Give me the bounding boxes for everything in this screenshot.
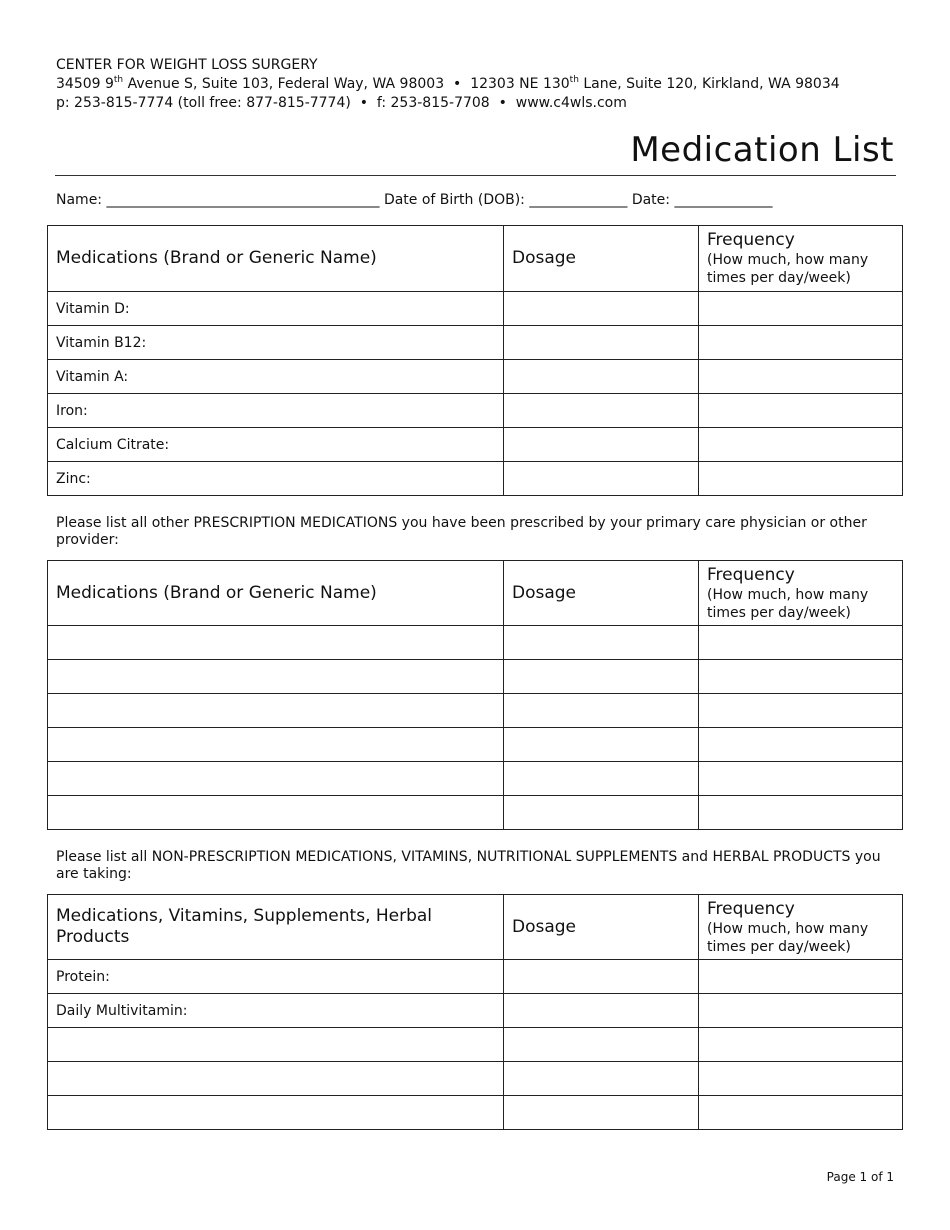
dosage-cell[interactable] <box>504 394 699 428</box>
med-cell[interactable] <box>48 1028 504 1062</box>
dosage-cell[interactable] <box>504 626 699 660</box>
bullet: • <box>453 76 462 92</box>
table-row <box>48 1028 903 1062</box>
med-cell[interactable]: Calcium Citrate: <box>48 428 504 462</box>
dosage-cell[interactable] <box>504 292 699 326</box>
frequency-cell[interactable] <box>699 960 903 994</box>
dosage-cell[interactable] <box>504 660 699 694</box>
header-frequency <box>699 226 903 292</box>
dosage-cell[interactable] <box>504 796 699 830</box>
table-row <box>48 1096 903 1130</box>
table-header-row <box>48 226 903 292</box>
name-label: Name: <box>56 192 103 208</box>
frequency-cell[interactable] <box>699 1028 903 1062</box>
frequency-cell[interactable] <box>699 660 903 694</box>
frequency-cell[interactable] <box>699 428 903 462</box>
name-field[interactable]: _______________________________________ <box>106 192 380 208</box>
med-cell[interactable]: Vitamin D: <box>48 292 504 326</box>
dosage-cell[interactable] <box>504 1028 699 1062</box>
med-cell[interactable]: Iron: <box>48 394 504 428</box>
table-row <box>48 1062 903 1096</box>
frequency-cell[interactable] <box>699 796 903 830</box>
prescription-table <box>47 560 903 830</box>
med-cell[interactable] <box>48 1062 504 1096</box>
frequency-cell[interactable] <box>699 326 903 360</box>
table-row <box>48 994 903 1028</box>
table-header-row <box>48 895 903 960</box>
address2-number: 12303 NE 130 <box>470 76 570 92</box>
phone: p: 253-815-7774 (toll free: 877-815-7774) <box>56 95 351 111</box>
dosage-cell[interactable] <box>504 428 699 462</box>
header-frequency-label: Frequency <box>707 898 795 919</box>
med-cell[interactable] <box>48 660 504 694</box>
frequency-cell[interactable] <box>699 394 903 428</box>
table-row <box>48 360 903 394</box>
page-title: Medication List <box>630 130 894 170</box>
med-cell[interactable]: Vitamin A: <box>48 360 504 394</box>
table-row <box>48 462 903 496</box>
nonprescription-table <box>47 894 903 1130</box>
med-cell[interactable]: Daily Multivitamin: <box>48 994 504 1028</box>
header-medications: Medications, Vitamins, Supplements, Herbal Products <box>48 895 504 960</box>
dosage-cell[interactable] <box>504 462 699 496</box>
patient-fields <box>56 192 772 208</box>
date-field[interactable]: ______________ <box>674 192 773 208</box>
dosage-cell[interactable] <box>504 1096 699 1130</box>
header-frequency-sub: (How much, how many times per day/week) <box>707 920 869 955</box>
header-frequency <box>699 561 903 626</box>
address1-number: 34509 9 <box>56 76 114 92</box>
frequency-cell[interactable] <box>699 626 903 660</box>
table-row <box>48 960 903 994</box>
addresses <box>56 75 840 94</box>
frequency-cell[interactable] <box>699 462 903 496</box>
dosage-cell[interactable] <box>504 694 699 728</box>
bullet: • <box>498 95 507 111</box>
address1-rest: Avenue S, Suite 103, Federal Way, WA 98003 <box>123 76 445 92</box>
header-frequency-sub: (How much, how many times per day/week) <box>707 586 869 621</box>
header-frequency-sub: (How much, how many times per day/week) <box>707 252 869 286</box>
table-row <box>48 796 903 830</box>
header-frequency-label: Frequency <box>707 564 795 585</box>
med-cell[interactable] <box>48 762 504 796</box>
address2-rest: Lane, Suite 120, Kirkland, WA 98034 <box>578 76 840 92</box>
table-row <box>48 660 903 694</box>
table-row <box>48 292 903 326</box>
frequency-cell[interactable] <box>699 1062 903 1096</box>
header-dosage: Dosage <box>504 226 699 292</box>
header-medications: Medications (Brand or Generic Name) <box>48 561 504 626</box>
dosage-cell[interactable] <box>504 994 699 1028</box>
dosage-cell[interactable] <box>504 728 699 762</box>
med-cell[interactable]: Protein: <box>48 960 504 994</box>
dosage-cell[interactable] <box>504 326 699 360</box>
dosage-cell[interactable] <box>504 762 699 796</box>
header-frequency-label: Frequency <box>707 230 795 250</box>
table-header-row <box>48 561 903 626</box>
vitamin-table <box>47 225 903 496</box>
table-row <box>48 694 903 728</box>
website-link[interactable]: www.c4wls.com <box>515 95 627 111</box>
frequency-cell[interactable] <box>699 1096 903 1130</box>
frequency-cell[interactable] <box>699 694 903 728</box>
dob-field[interactable]: ______________ <box>529 192 628 208</box>
table-row <box>48 762 903 796</box>
table-row <box>48 728 903 762</box>
table-row <box>48 394 903 428</box>
header-medications: Medications (Brand or Generic Name) <box>48 226 504 292</box>
org-name: CENTER FOR WEIGHT LOSS SURGERY <box>56 57 318 73</box>
fax: f: 253-815-7708 <box>376 95 490 111</box>
address1-suffix: th <box>113 75 124 85</box>
title-divider <box>55 175 896 176</box>
dob-label: Date of Birth (DOB): <box>383 192 525 208</box>
med-cell[interactable]: Zinc: <box>48 462 504 496</box>
table-row <box>48 428 903 462</box>
frequency-cell[interactable] <box>699 292 903 326</box>
header-frequency <box>699 895 903 960</box>
dosage-cell[interactable] <box>504 360 699 394</box>
nonprescription-instructions: Please list all NON-PRESCRIPTION MEDICATIONS, VITAMINS, NUTRITIONAL SUPPLEMENTS and HERBAL PRODUCTS you are taking: <box>56 849 881 882</box>
med-cell[interactable] <box>48 1096 504 1130</box>
address2-suffix: th <box>569 75 579 85</box>
contact-line <box>56 94 840 113</box>
med-cell[interactable] <box>48 728 504 762</box>
frequency-cell[interactable] <box>699 360 903 394</box>
dosage-cell[interactable] <box>504 1062 699 1096</box>
bullet: • <box>359 95 369 111</box>
med-cell[interactable] <box>48 626 504 660</box>
dosage-cell[interactable] <box>504 960 699 994</box>
table-row <box>48 626 903 660</box>
header-dosage: Dosage <box>504 561 699 626</box>
med-cell[interactable]: Vitamin B12: <box>48 326 504 360</box>
letterhead <box>56 56 840 113</box>
med-cell[interactable] <box>48 796 504 830</box>
header-dosage: Dosage <box>504 895 699 960</box>
table-row <box>48 326 903 360</box>
frequency-cell[interactable] <box>699 762 903 796</box>
prescription-instructions: Please list all other PRESCRIPTION MEDICATIONS you have been prescribed by your primary care physician or other provider: <box>56 515 867 548</box>
med-cell[interactable] <box>48 694 504 728</box>
date-label: Date: <box>631 192 670 208</box>
page-number: Page 1 of 1 <box>826 1170 894 1184</box>
frequency-cell[interactable] <box>699 728 903 762</box>
frequency-cell[interactable] <box>699 994 903 1028</box>
